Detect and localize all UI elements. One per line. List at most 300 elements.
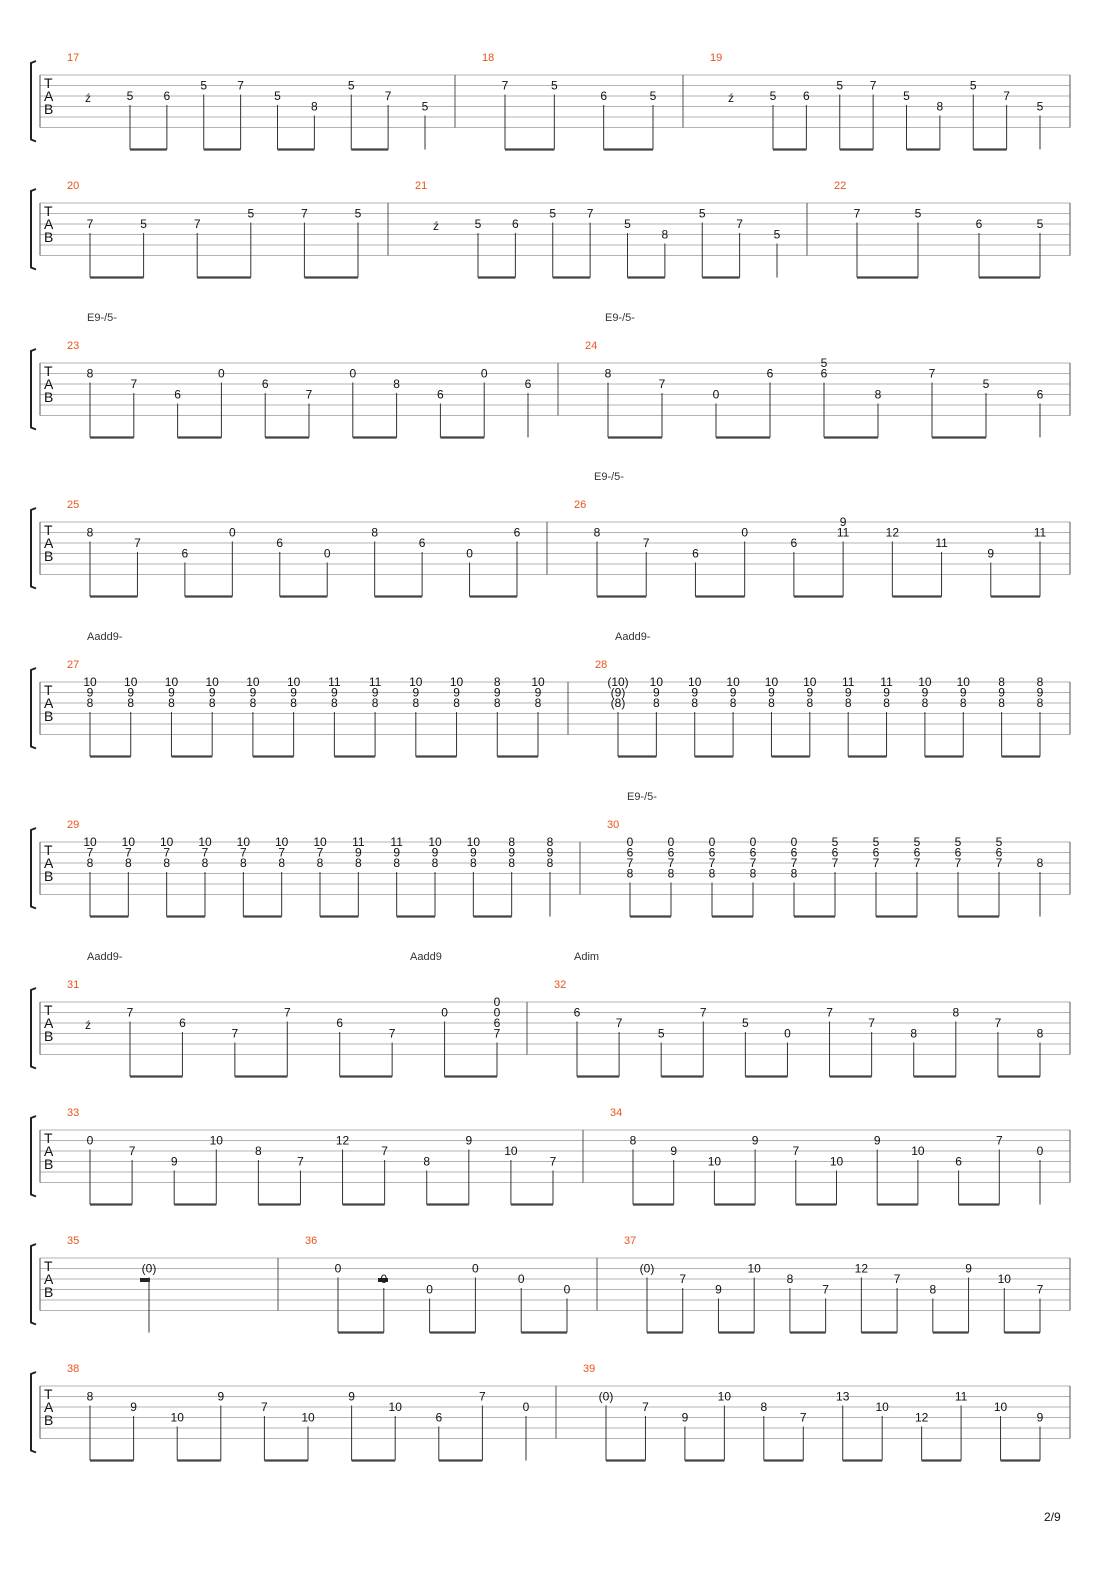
fret-number: 7 — [615, 1016, 623, 1030]
fret-number: 6 — [954, 845, 962, 860]
fret-number: 5 — [982, 377, 990, 391]
fret-number: 7 — [124, 845, 132, 860]
fret-number: 10 — [301, 1410, 315, 1425]
fret-number: 0 — [667, 835, 675, 849]
fret-number: 11 — [935, 536, 948, 550]
fret-number: (0) — [141, 1261, 157, 1276]
fret-number: 10 — [164, 675, 179, 689]
fret-number: 9 — [959, 685, 967, 700]
fret-number: 9 — [508, 845, 516, 860]
fret-number: 11 — [841, 675, 855, 689]
fret-number: 8 — [354, 856, 362, 870]
fret-number: 7 — [301, 206, 308, 221]
fret-number: 7 — [86, 845, 94, 860]
tab-clef-letter: T — [44, 363, 53, 379]
fret-number: 9 — [653, 685, 660, 700]
fret-number: 7 — [493, 1026, 501, 1041]
fret-number: 10 — [707, 1154, 722, 1169]
fret-number: 5 — [274, 89, 281, 103]
fret-number: 0 — [626, 835, 634, 849]
fret-number: 9 — [844, 685, 852, 700]
fret-number: 5 — [550, 78, 558, 93]
tab-clef-letter: T — [44, 1130, 53, 1146]
fret-number: 5 — [649, 89, 657, 103]
fret-number: 7 — [667, 856, 675, 870]
system-bracket — [31, 828, 36, 909]
fret-number: 8 — [412, 696, 420, 710]
fret-number: 5 — [1036, 217, 1044, 231]
fret-number: 6 — [975, 217, 983, 231]
fret-number: 5 — [657, 1026, 665, 1041]
fret-number: 10 — [313, 835, 327, 849]
tab-clef-letter: B — [44, 548, 54, 564]
fret-number: 7 — [822, 1282, 829, 1297]
fret-number: 8 — [1036, 856, 1044, 870]
page-number: 2/9 — [1044, 1510, 1061, 1524]
fret-number: 7 — [128, 1144, 136, 1158]
tab-clef-letter: T — [44, 203, 53, 219]
fret-number: 8 — [86, 1389, 94, 1404]
fret-number: 9 — [546, 845, 554, 860]
fret-number: 10 — [911, 1144, 925, 1158]
fret-number: 8 — [469, 856, 477, 870]
measure-number: 34 — [610, 1107, 623, 1119]
fret-number: 7 — [869, 78, 877, 93]
fret-number: 5 — [698, 206, 706, 221]
fret-number: 10 — [83, 675, 97, 689]
fret-number: 7 — [872, 856, 880, 870]
fret-number: 8 — [290, 696, 297, 710]
fret-number: 7 — [86, 217, 94, 231]
fret-number: 5 — [354, 206, 362, 221]
fret-number: 8 — [786, 1272, 794, 1286]
fret-number: 7 — [792, 1144, 800, 1158]
fret-number: 10 — [246, 675, 260, 689]
fret-number: 8 — [1036, 1026, 1044, 1041]
fret-number: 9 — [371, 685, 379, 700]
fret-number: 7 — [479, 1389, 486, 1404]
fret-number: 8 — [331, 696, 338, 710]
fret-number: 10 — [236, 835, 251, 849]
fret-number: 7 — [699, 1005, 707, 1020]
fret-number: 9 — [465, 1133, 473, 1148]
fret-number: 7 — [549, 1154, 557, 1169]
fret-number: 9 — [354, 845, 362, 860]
fret-number: 8 — [168, 696, 175, 710]
tab-clef-letter: A — [44, 1271, 54, 1287]
fret-number: 8 — [952, 1005, 960, 1020]
fret-number: 6 — [790, 845, 798, 860]
fret-number: 10 — [829, 1154, 844, 1169]
fret-number: 7 — [381, 1144, 388, 1158]
fret-number: 7 — [305, 387, 313, 402]
fret-number: 5 — [969, 78, 977, 93]
fret-number: 0 — [228, 525, 236, 540]
fret-number: 0 — [349, 366, 357, 381]
fret-number: 9 — [412, 685, 420, 700]
fret-number: 6 — [524, 377, 532, 391]
tab-clef-letter: A — [44, 1399, 54, 1415]
fret-number: 0 — [749, 835, 757, 849]
chord-name: Aadd9 — [410, 951, 442, 963]
fret-number: 8 — [661, 227, 669, 242]
fret-number: 10 — [449, 675, 464, 689]
fret-number: 0 — [466, 546, 473, 561]
fret-number: 0 — [784, 1026, 791, 1041]
tab-clef-letter: T — [44, 682, 53, 698]
fret-number: 0 — [790, 835, 798, 849]
measure-number: 21 — [415, 180, 428, 192]
fret-number: 8 — [629, 1133, 637, 1148]
fret-number: 5 — [820, 356, 828, 370]
tab-clef-letter: T — [44, 1258, 53, 1274]
fret-number: 7 — [278, 845, 286, 860]
measure-number: 32 — [554, 979, 567, 991]
fret-number: 9 — [453, 685, 460, 700]
tab-clef-letter: B — [44, 101, 54, 117]
fret-number: 5 — [836, 78, 844, 93]
chord-name: E9-/5- — [594, 471, 624, 483]
fret-number: 7 — [995, 856, 1003, 870]
fret-number: 0 — [741, 525, 749, 540]
fret-number: 8 — [249, 696, 257, 710]
fret-number: 5 — [549, 206, 557, 221]
fret-number: 7 — [261, 1400, 268, 1414]
fret-number: 9 — [715, 1282, 722, 1297]
fret-number: 7 — [201, 845, 209, 860]
fret-number: 8 — [844, 696, 852, 710]
chord-name: Aadd9- — [87, 951, 123, 963]
fret-number: 7 — [163, 845, 171, 860]
fret-number: 6 — [766, 366, 774, 381]
fret-number: (9) — [610, 685, 626, 700]
fret-number: 11 — [954, 1389, 968, 1404]
tab-clef-letter: A — [44, 535, 54, 551]
fret-number: 8 — [929, 1282, 937, 1297]
fret-number: 5 — [126, 89, 134, 103]
fret-number: 7 — [995, 1133, 1003, 1148]
fret-number: 6 — [163, 89, 171, 103]
fret-number: 7 — [736, 217, 743, 231]
fret-number: 9 — [208, 685, 216, 700]
measure-number: 35 — [67, 1235, 80, 1247]
system-bracket — [31, 1116, 36, 1197]
fret-number: 8 — [86, 856, 94, 870]
chord-name: E9-/5- — [87, 312, 117, 324]
fret-number: 8 — [936, 99, 944, 114]
fret-number: 8 — [201, 856, 209, 870]
fret-number: 7 — [994, 1016, 1002, 1030]
fret-number: 0 — [493, 1005, 501, 1020]
fret-number: 8 — [508, 856, 516, 870]
fret-number: 8 — [508, 835, 516, 849]
fret-number: 10 — [918, 675, 932, 689]
fret-number: 11 — [368, 675, 382, 689]
fret-number: 10 — [83, 835, 97, 849]
measure-number: 20 — [67, 180, 80, 192]
fret-number: 8 — [768, 696, 775, 710]
fret-number: 6 — [1036, 387, 1044, 402]
fret-number: 7 — [868, 1016, 875, 1030]
quarter-rest: ź — [85, 91, 91, 105]
measure-number: 31 — [67, 979, 80, 991]
fret-number: 10 — [198, 835, 212, 849]
measure-number: 38 — [67, 1363, 80, 1375]
fret-number: 6 — [512, 217, 519, 231]
measure-number: 25 — [67, 499, 80, 511]
fret-number: 10 — [170, 1410, 184, 1425]
fret-number: 8 — [998, 675, 1005, 689]
tab-clef-letter: A — [44, 376, 54, 392]
system-bracket — [31, 61, 36, 142]
fret-number: 7 — [954, 856, 962, 870]
measure-number: 27 — [67, 659, 80, 671]
tab-clef-letter: A — [44, 216, 54, 232]
fret-number: 9 — [987, 546, 995, 561]
fret-number: 7 — [384, 89, 392, 103]
fret-number: 0 — [472, 1261, 479, 1276]
fret-number: 7 — [388, 1026, 396, 1041]
system-bracket — [31, 1372, 36, 1453]
system-bracket — [31, 349, 36, 430]
system-bracket — [31, 1244, 36, 1325]
fret-number: 8 — [667, 866, 675, 881]
fret-number: 5 — [247, 206, 255, 221]
fret-number: 10 — [649, 675, 664, 689]
fret-number: 9 — [965, 1261, 972, 1276]
fret-number: 7 — [831, 856, 839, 870]
fret-number: 6 — [181, 546, 189, 561]
fret-number: 9 — [217, 1389, 225, 1404]
fret-number: 8 — [910, 1026, 918, 1041]
fret-number: 7 — [297, 1154, 304, 1169]
fret-number: 8 — [316, 856, 324, 870]
fret-number: (0) — [598, 1389, 614, 1404]
fret-number: 8 — [278, 856, 286, 870]
fret-number: 7 — [679, 1272, 687, 1286]
fret-number: 8 — [883, 696, 890, 710]
fret-number: 9 — [127, 685, 135, 700]
fret-number: 8 — [653, 696, 660, 710]
fret-number: 7 — [130, 377, 138, 391]
tab-clef-letter: B — [44, 1156, 54, 1172]
fret-number: 10 — [875, 1400, 889, 1414]
tab-clef-letter: A — [44, 1143, 54, 1159]
fret-number: 8 — [86, 696, 94, 710]
fret-number: 8 — [371, 696, 379, 710]
tab-clef-letter: B — [44, 868, 54, 884]
fret-number: 8 — [86, 366, 94, 381]
fret-number: 8 — [163, 856, 171, 870]
fret-number: 9 — [921, 685, 929, 700]
fret-number: 7 — [708, 856, 716, 870]
system-bracket — [31, 668, 36, 749]
fret-number: 9 — [86, 685, 94, 700]
fret-number: 6 — [336, 1016, 344, 1030]
fret-number: 8 — [124, 856, 132, 870]
fret-number: 9 — [768, 685, 775, 700]
fret-number: 8 — [239, 856, 247, 870]
fret-number: 12 — [885, 525, 900, 540]
fret-number: 9 — [493, 685, 501, 700]
measure-number: 30 — [607, 819, 620, 831]
fret-number: 5 — [474, 217, 482, 231]
fret-number: 0 — [563, 1282, 571, 1297]
tab-clef-letter: A — [44, 695, 54, 711]
fret-number: 10 — [159, 835, 174, 849]
fret-number: 8 — [493, 675, 501, 689]
chord-name: Aadd9- — [615, 631, 651, 643]
fret-number: 6 — [513, 525, 521, 540]
fret-number: 10 — [993, 1400, 1008, 1414]
fret-number: 9 — [998, 685, 1005, 700]
tab-clef-letter: A — [44, 88, 54, 104]
fret-number: 5 — [140, 217, 147, 231]
fret-number: 5 — [347, 78, 355, 93]
fret-number: (8) — [610, 696, 626, 710]
fret-number: 9 — [1036, 1410, 1044, 1425]
fret-number: 7 — [501, 78, 509, 93]
tab-clef-letter: T — [44, 75, 53, 91]
fret-number: 5 — [831, 835, 839, 849]
fret-number: 8 — [874, 387, 882, 402]
fret-number: 8 — [393, 377, 400, 391]
fret-number: 10 — [209, 1133, 223, 1148]
system-bracket — [31, 189, 36, 270]
quarter-rest: ź — [85, 1018, 91, 1032]
fret-number: (10) — [607, 675, 629, 689]
fret-number: 7 — [928, 366, 936, 381]
tab-clef-letter: A — [44, 1015, 54, 1031]
fret-number: 7 — [642, 536, 650, 550]
fret-number: 11 — [836, 525, 850, 540]
fret-number: 9 — [681, 1410, 689, 1425]
fret-number: 8 — [546, 856, 554, 870]
fret-number: 10 — [428, 835, 442, 849]
fret-number: 8 — [691, 696, 699, 710]
fret-number: 8 — [371, 525, 379, 540]
fret-number: 8 — [393, 856, 401, 870]
fret-number: 7 — [642, 1400, 649, 1414]
fret-number: 8 — [546, 835, 554, 849]
fret-number: 6 — [276, 536, 284, 550]
chord-name: E9-/5- — [605, 312, 635, 324]
fret-number: 7 — [231, 1026, 239, 1041]
fret-number: 9 — [331, 685, 338, 700]
fret-number: 8 — [998, 696, 1005, 710]
fret-number: (0) — [639, 1261, 655, 1276]
fret-number: 10 — [466, 835, 481, 849]
fret-number: 6 — [955, 1154, 962, 1169]
fret-number: 10 — [997, 1272, 1011, 1286]
fret-number: 6 — [831, 845, 839, 860]
fret-number: 10 — [747, 1261, 761, 1276]
tab-clef-letter: T — [44, 842, 53, 858]
fret-number: 7 — [893, 1272, 901, 1286]
measure-number: 28 — [595, 659, 608, 671]
fret-number: 9 — [839, 515, 847, 529]
fret-number: 9 — [751, 1133, 759, 1148]
fret-number: 6 — [600, 89, 608, 103]
fret-number: 8 — [604, 366, 612, 381]
fret-number: 7 — [239, 845, 247, 860]
fret-number: 8 — [1036, 696, 1044, 710]
fret-number: 9 — [729, 685, 737, 700]
fret-number: 8 — [749, 866, 757, 881]
measure-number: 17 — [67, 52, 80, 64]
fret-number: 7 — [193, 217, 201, 231]
fret-number: 0 — [334, 1261, 342, 1276]
fret-number: 9 — [469, 845, 477, 860]
fret-number: 5 — [200, 78, 208, 93]
system-bracket — [31, 988, 36, 1069]
fret-number: 9 — [883, 685, 890, 700]
fret-number: 0 — [522, 1400, 530, 1414]
measure-number: 22 — [834, 180, 847, 192]
fret-number: 6 — [626, 845, 634, 860]
fret-number: 10 — [274, 835, 289, 849]
fret-number: 6 — [437, 387, 444, 402]
fret-number: 8 — [493, 696, 501, 710]
fret-number: 10 — [688, 675, 702, 689]
measure-number: 33 — [67, 1107, 80, 1119]
fret-number: 0 — [1036, 1144, 1044, 1158]
fret-number: 8 — [1036, 675, 1044, 689]
measure-number: 24 — [585, 340, 598, 352]
fret-number: 6 — [803, 89, 810, 103]
fret-number: 9 — [393, 845, 401, 860]
measure-number: 26 — [574, 499, 587, 511]
fret-number: 5 — [903, 89, 910, 103]
fret-number: 8 — [208, 696, 216, 710]
tab-clef-letter: A — [44, 855, 54, 871]
fret-number: 7 — [586, 206, 594, 221]
fret-number: 0 — [426, 1282, 433, 1297]
fret-number: 8 — [423, 1154, 431, 1169]
fret-number: 10 — [504, 1144, 518, 1158]
fret-number: 10 — [205, 675, 219, 689]
fret-number: 0 — [441, 1005, 448, 1020]
fret-number: 7 — [1036, 1282, 1044, 1297]
fret-number: 8 — [921, 696, 929, 710]
fret-number: 7 — [658, 377, 666, 391]
tab-clef-letter: B — [44, 1028, 54, 1044]
fret-number: 7 — [237, 78, 244, 93]
fret-number: 0 — [86, 1133, 94, 1148]
fret-number: 8 — [729, 696, 737, 710]
fret-number: 8 — [790, 866, 798, 881]
fret-number: 9 — [873, 1133, 881, 1148]
fret-number: 6 — [692, 546, 699, 561]
fret-number: 9 — [806, 685, 814, 700]
fret-number: 10 — [121, 835, 136, 849]
fret-number: 8 — [593, 525, 601, 540]
fret-number: 11 — [390, 835, 403, 849]
fret-number: 9 — [130, 1400, 137, 1414]
tab-clef-letter: B — [44, 389, 54, 405]
fret-number: 0 — [323, 546, 331, 561]
fret-number: 5 — [624, 217, 631, 231]
fret-number: 7 — [134, 536, 141, 550]
fret-number: 10 — [286, 675, 301, 689]
fret-number: 8 — [959, 696, 967, 710]
fret-number: 8 — [534, 696, 542, 710]
fret-number: 6 — [179, 1016, 186, 1030]
fret-number: 7 — [626, 856, 634, 870]
tab-clef-letter: B — [44, 229, 54, 245]
fret-number: 6 — [435, 1410, 443, 1425]
fret-number: 6 — [749, 845, 757, 860]
